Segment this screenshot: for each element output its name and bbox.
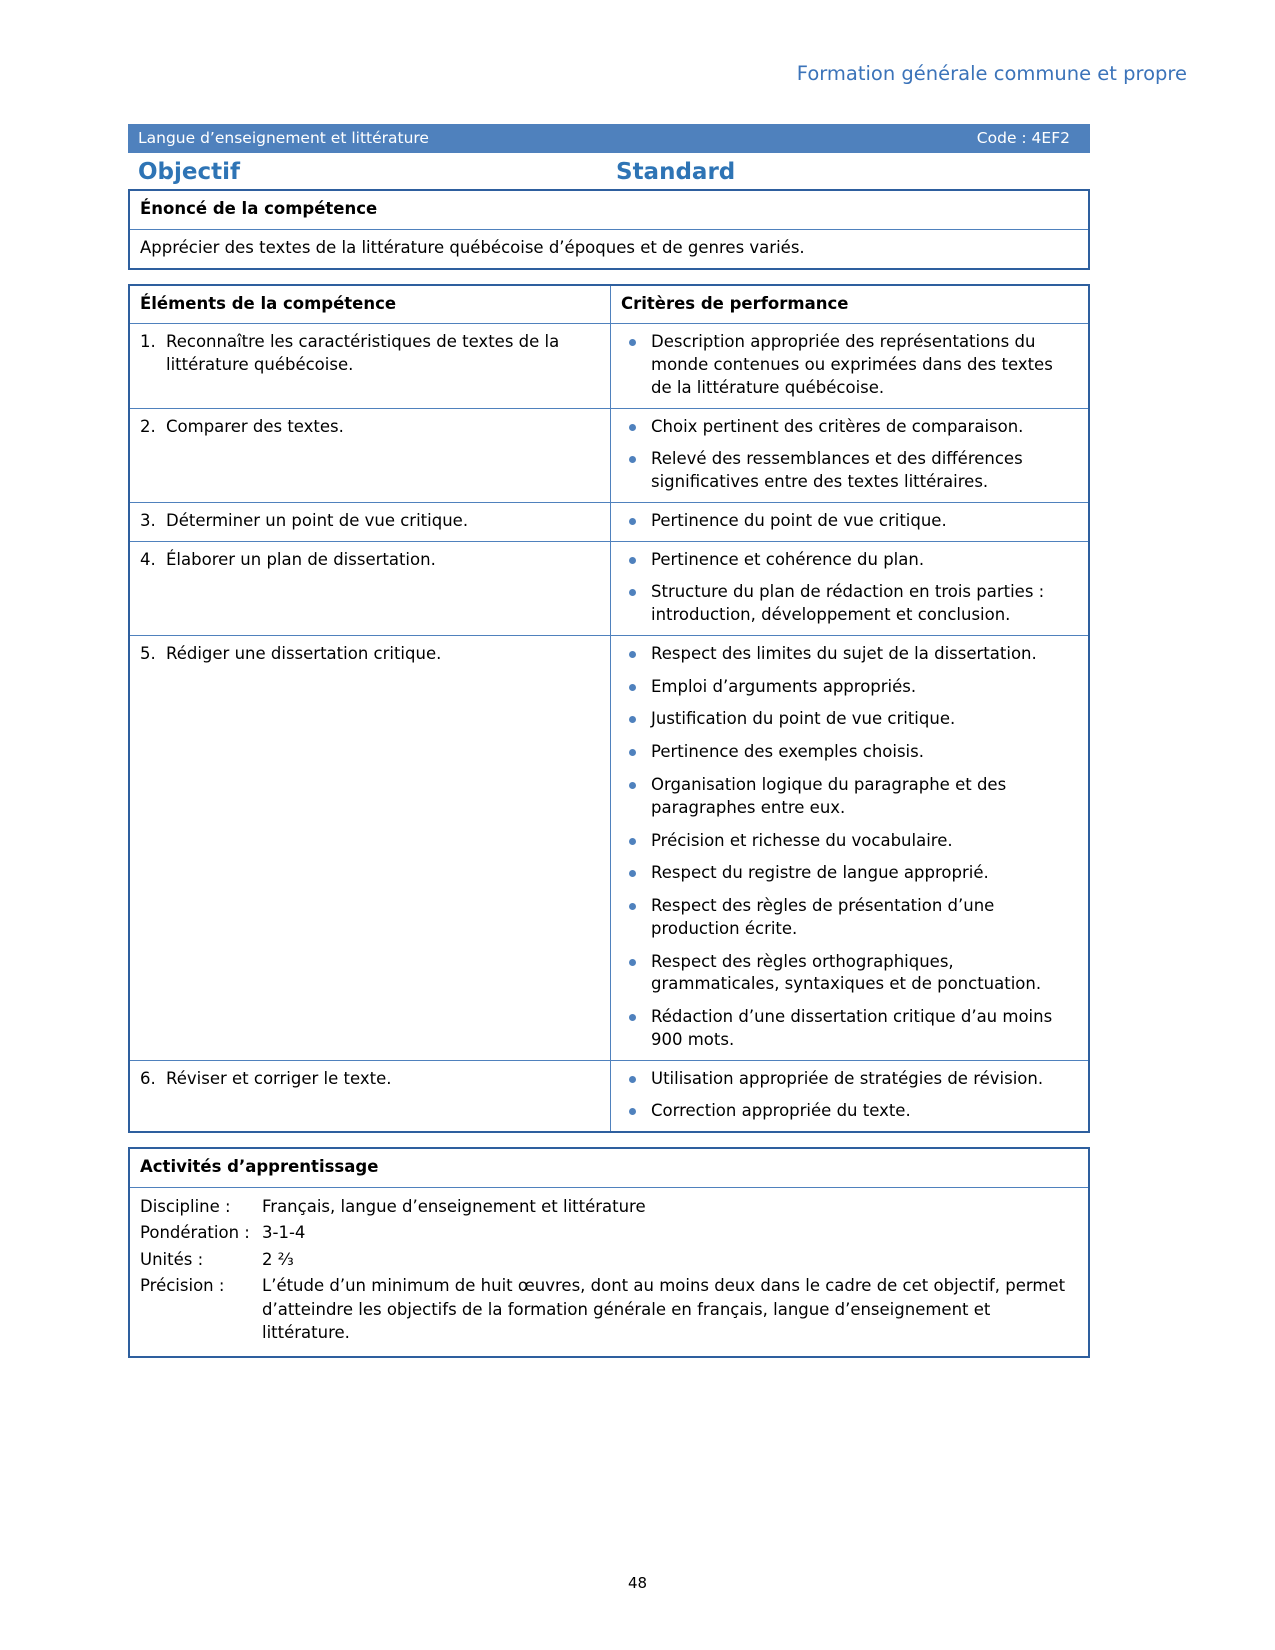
table-row [130, 503, 1088, 542]
criteria-cell [611, 636, 1088, 1060]
element-number: 1. [140, 332, 156, 352]
page-number: 48 [627, 1574, 648, 1592]
element-cell [130, 409, 611, 502]
criteria-cell [611, 409, 1088, 502]
activity-line [140, 1221, 1078, 1244]
activity-line [140, 1195, 1078, 1218]
criterion-item: Rédaction d’une dissertation critique d’au moins 900 mots. [621, 1006, 1078, 1052]
learning-activities-table [128, 1147, 1090, 1357]
criteria-cell [611, 1061, 1088, 1132]
element-cell [130, 503, 611, 541]
table-row [130, 230, 1088, 268]
table-header-row [130, 286, 1088, 325]
criterion-item: Respect des règles orthographiques, grammaticales, syntaxiques et de ponctuation. [621, 951, 1078, 997]
element-text: Comparer des textes. [166, 416, 344, 436]
element-cell [130, 636, 611, 1060]
element-text: Élaborer un plan de dissertation. [166, 549, 436, 569]
criterion-item: Pertinence et cohérence du plan. [621, 549, 1078, 572]
criterion-item: Précision et richesse du vocabulaire. [621, 830, 1078, 853]
element-number: 6. [140, 1068, 156, 1088]
objectif-standard-heading [128, 153, 1090, 189]
table-header-row [130, 1149, 1088, 1188]
criterion-item: Justification du point de vue critique. [621, 708, 1078, 731]
competency-statement-table [128, 189, 1090, 270]
objectif-label: Objectif [138, 159, 241, 185]
criterion-item: Organisation logique du paragraphe et des paragraphes entre eux. [621, 774, 1078, 820]
course-title-bar [128, 124, 1090, 153]
table-row [130, 409, 1088, 503]
elements-criteria-table [128, 284, 1090, 1134]
criterion-item: Correction appropriée du texte. [621, 1100, 1078, 1123]
table-row [130, 191, 1088, 230]
element-cell [130, 542, 611, 635]
element-number: 4. [140, 549, 156, 569]
activity-line [140, 1248, 1078, 1271]
running-head: Formation générale commune et propre [796, 62, 1187, 85]
document-content [128, 124, 1090, 1372]
criteria-cell [611, 324, 1088, 407]
criterion-item: Respect des règles de présentation d’une production écrite. [621, 895, 1078, 941]
activity-label: Discipline : [140, 1196, 231, 1216]
activity-value: L’étude d’un minimum de huit œuvres, dont au moins deux dans le cadre de cet objectif, permet d’atteindre les objectifs de la formation générale en français, langue d’enseignement et littérature. [262, 1276, 1066, 1343]
element-number: 2. [140, 416, 156, 436]
course-title: Langue d’enseignement et littérature [138, 129, 429, 147]
table-row [130, 542, 1088, 636]
learning-activities-body [130, 1188, 1088, 1356]
element-text: Reconnaître les caractéristiques de textes de la littérature québécoise. [166, 332, 560, 375]
criterion-item: Description appropriée des représentations du monde contenues ou exprimées dans des textes de la littérature québécoise. [621, 331, 1078, 399]
table-row [130, 1188, 1088, 1356]
standard-label: Standard [616, 159, 736, 185]
element-cell [130, 324, 611, 407]
activity-label: Pondération : [140, 1223, 250, 1243]
criterion-item: Pertinence du point de vue critique. [621, 510, 1078, 533]
activity-value: Français, langue d’enseignement et littérature [262, 1196, 646, 1216]
activity-label: Unités : [140, 1249, 204, 1269]
element-number: 5. [140, 643, 156, 663]
table-row [130, 636, 1088, 1061]
table-row [130, 1061, 1088, 1132]
competency-statement-text: Apprécier des textes de la littérature québécoise d’époques et de genres variés. [140, 237, 805, 257]
criteria-cell [611, 503, 1088, 541]
criterion-item: Structure du plan de rédaction en trois parties : introduction, développement et conclusion. [621, 581, 1078, 627]
activity-label: Précision : [140, 1276, 225, 1296]
objectif-heading-cell [128, 159, 610, 185]
criterion-item: Emploi d’arguments appropriés. [621, 676, 1078, 699]
table-row [130, 324, 1088, 408]
criterion-item: Respect du registre de langue approprié. [621, 862, 1078, 885]
criteria-cell [611, 542, 1088, 635]
criterion-item: Respect des limites du sujet de la dissertation. [621, 643, 1078, 666]
criterion-item: Utilisation appropriée de stratégies de révision. [621, 1068, 1078, 1091]
activity-value: 2 ⅔ [262, 1249, 294, 1269]
criterion-item: Choix pertinent des critères de comparaison. [621, 416, 1078, 439]
activity-value: 3-1-4 [262, 1223, 306, 1243]
activity-line [140, 1274, 1078, 1344]
criteria-column-header: Critères de performance [621, 293, 849, 313]
element-cell [130, 1061, 611, 1132]
course-code: Code : 4EF2 [976, 129, 1070, 147]
element-text: Réviser et corriger le texte. [166, 1068, 392, 1088]
learning-activities-header: Activités d’apprentissage [140, 1157, 379, 1177]
element-text: Rédiger une dissertation critique. [166, 643, 442, 663]
element-text: Déterminer un point de vue critique. [166, 510, 469, 530]
elements-column-header: Éléments de la compétence [130, 286, 611, 324]
competency-statement-header: Énoncé de la compétence [140, 199, 378, 218]
standard-heading-cell [610, 159, 735, 185]
criterion-item: Relevé des ressemblances et des différences significatives entre des textes littéraires. [621, 448, 1078, 494]
criterion-item: Pertinence des exemples choisis. [621, 741, 1078, 764]
element-number: 3. [140, 510, 156, 530]
